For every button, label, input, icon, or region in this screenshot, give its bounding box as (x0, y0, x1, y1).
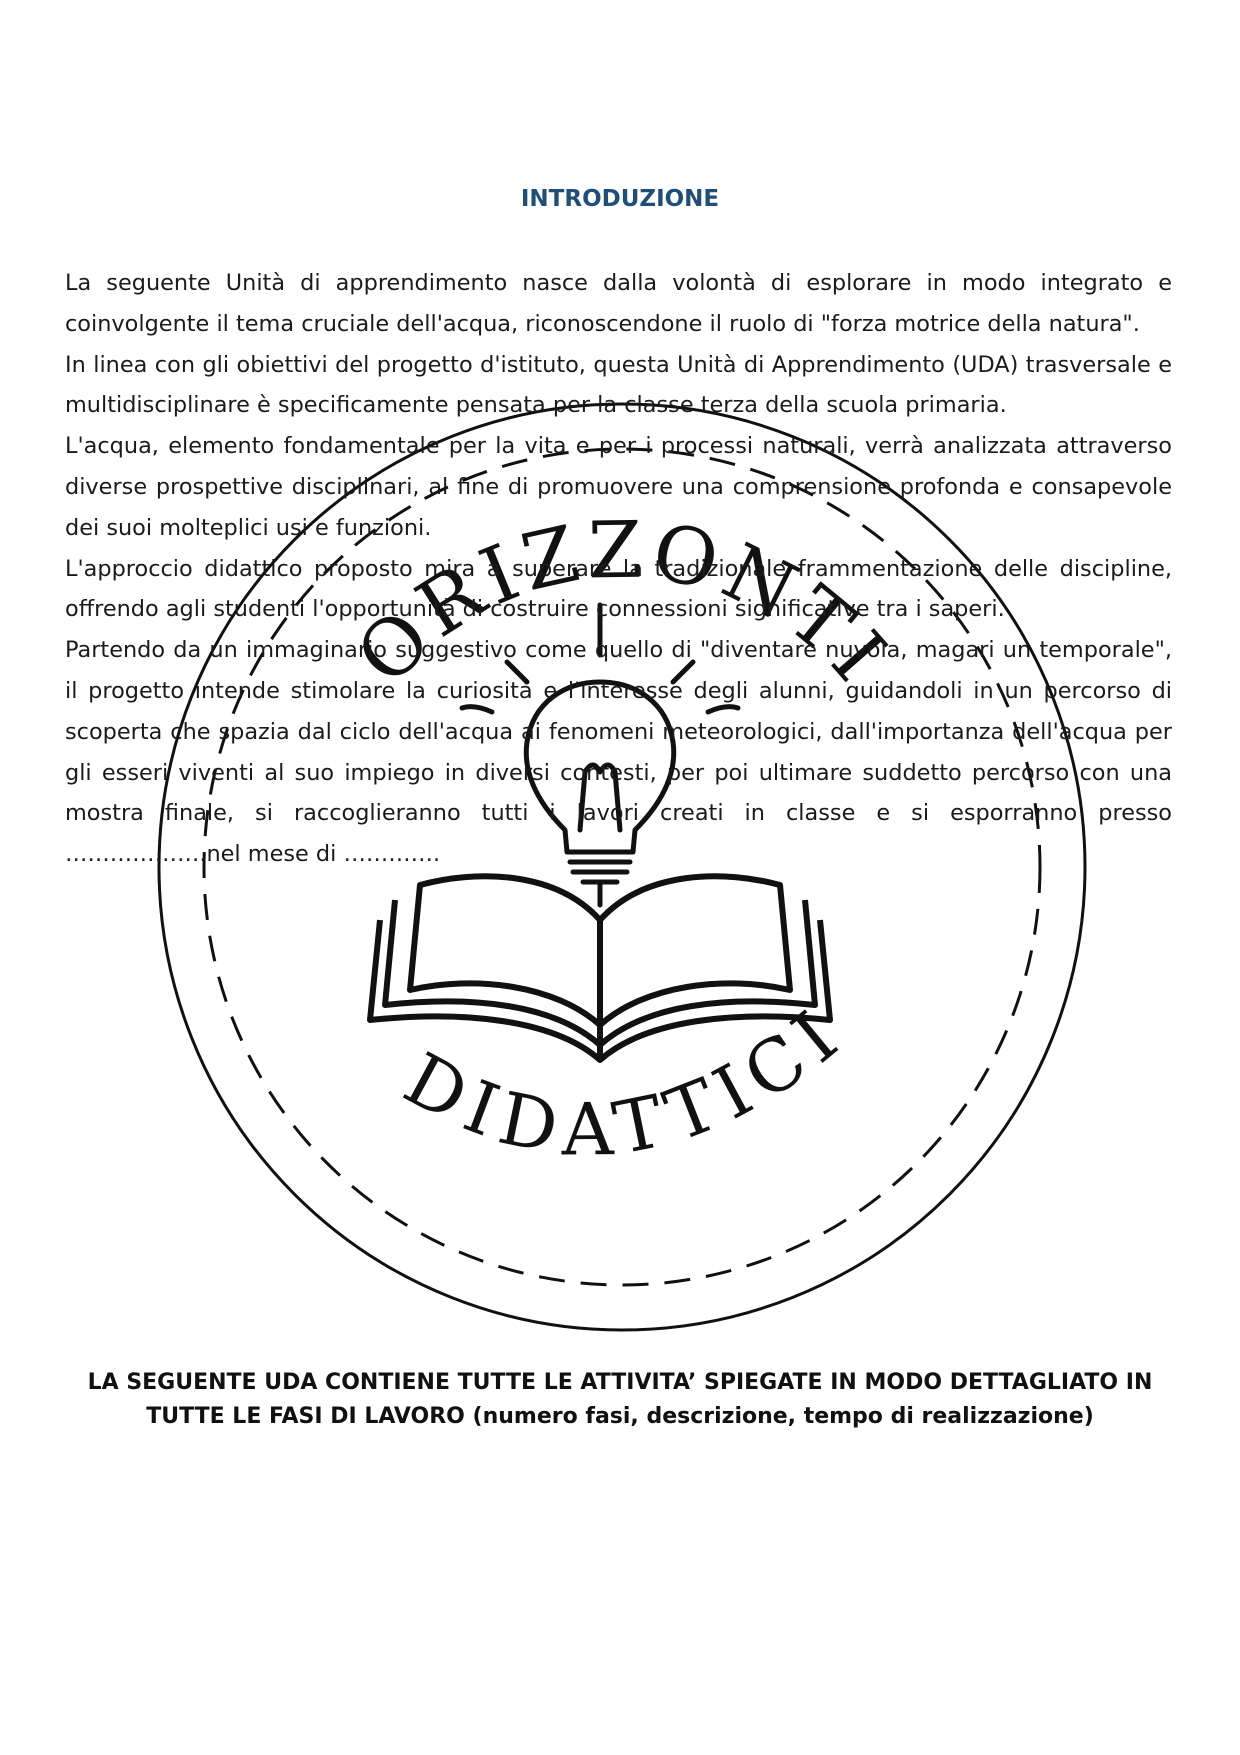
footer-note (60, 1366, 1180, 1434)
paragraph-5: Partendo da un immaginario suggestivo come quello di "diventare nuvola, magari un temporale", il progetto intende stimolare la curiosità e l'interesse degli alunni, guidandoli in un percorso di scoperta che spazia dal ciclo dell'acqua ai fenomeni meteorologici, dall'importanza dell'acqua per gli esseri viventi al suo impiego in diversi contesti, per poi ultimare suddetto percorso con una mostra finale, si raccoglieranno tutti i lavori creati in classe e si esporranno presso ……………….nel mese di …………. (65, 637, 1172, 868)
paragraph-3: L'acqua, elemento fondamentale per la vita e per i processi naturali, verrà analizzata attraverso diverse prospettive disciplinari, al fine di promuovere una comprensione profonda e consapevole dei suoi molteplici usi e funzioni. (65, 433, 1172, 541)
logo-top-text: ORIZZONTI (339, 505, 906, 703)
footer-note-line-1: LA SEGUENTE UDA CONTIENE TUTTE LE ATTIVITA’ SPIEGATE IN MODO DETTAGLIATO IN (87, 1370, 1153, 1395)
page-title: INTRODUZIONE (520, 186, 720, 212)
introduction-body (65, 263, 1172, 875)
paragraph-2: In linea con gli obiettivi del progetto d'istituto, questa Unità di Apprendimento (UDA) trasversale e multidisciplinare è specificamente pensata per la classe terza della scuola primaria. (65, 351, 1172, 419)
paragraph-1: La seguente Unità di apprendimento nasce dalla volontà di esplorare in modo integrato e coinvolgente il tema cruciale dell'acqua, riconoscendone il ruolo di "forza motrice della natura". (65, 270, 1172, 337)
paragraph-4: L'approccio didattico proposto mira a superare la tradizionale frammentazione delle discipline, offrendo agli studenti l'opportunità di costruire connessioni significative tra i saperi. (65, 555, 1172, 623)
footer-note-line-2: TUTTE LE FASI DI LAVORO (numero fasi, descrizione, tempo di realizzazione) (146, 1404, 1094, 1429)
logo-bottom-text: DIDATTICI (391, 989, 861, 1172)
